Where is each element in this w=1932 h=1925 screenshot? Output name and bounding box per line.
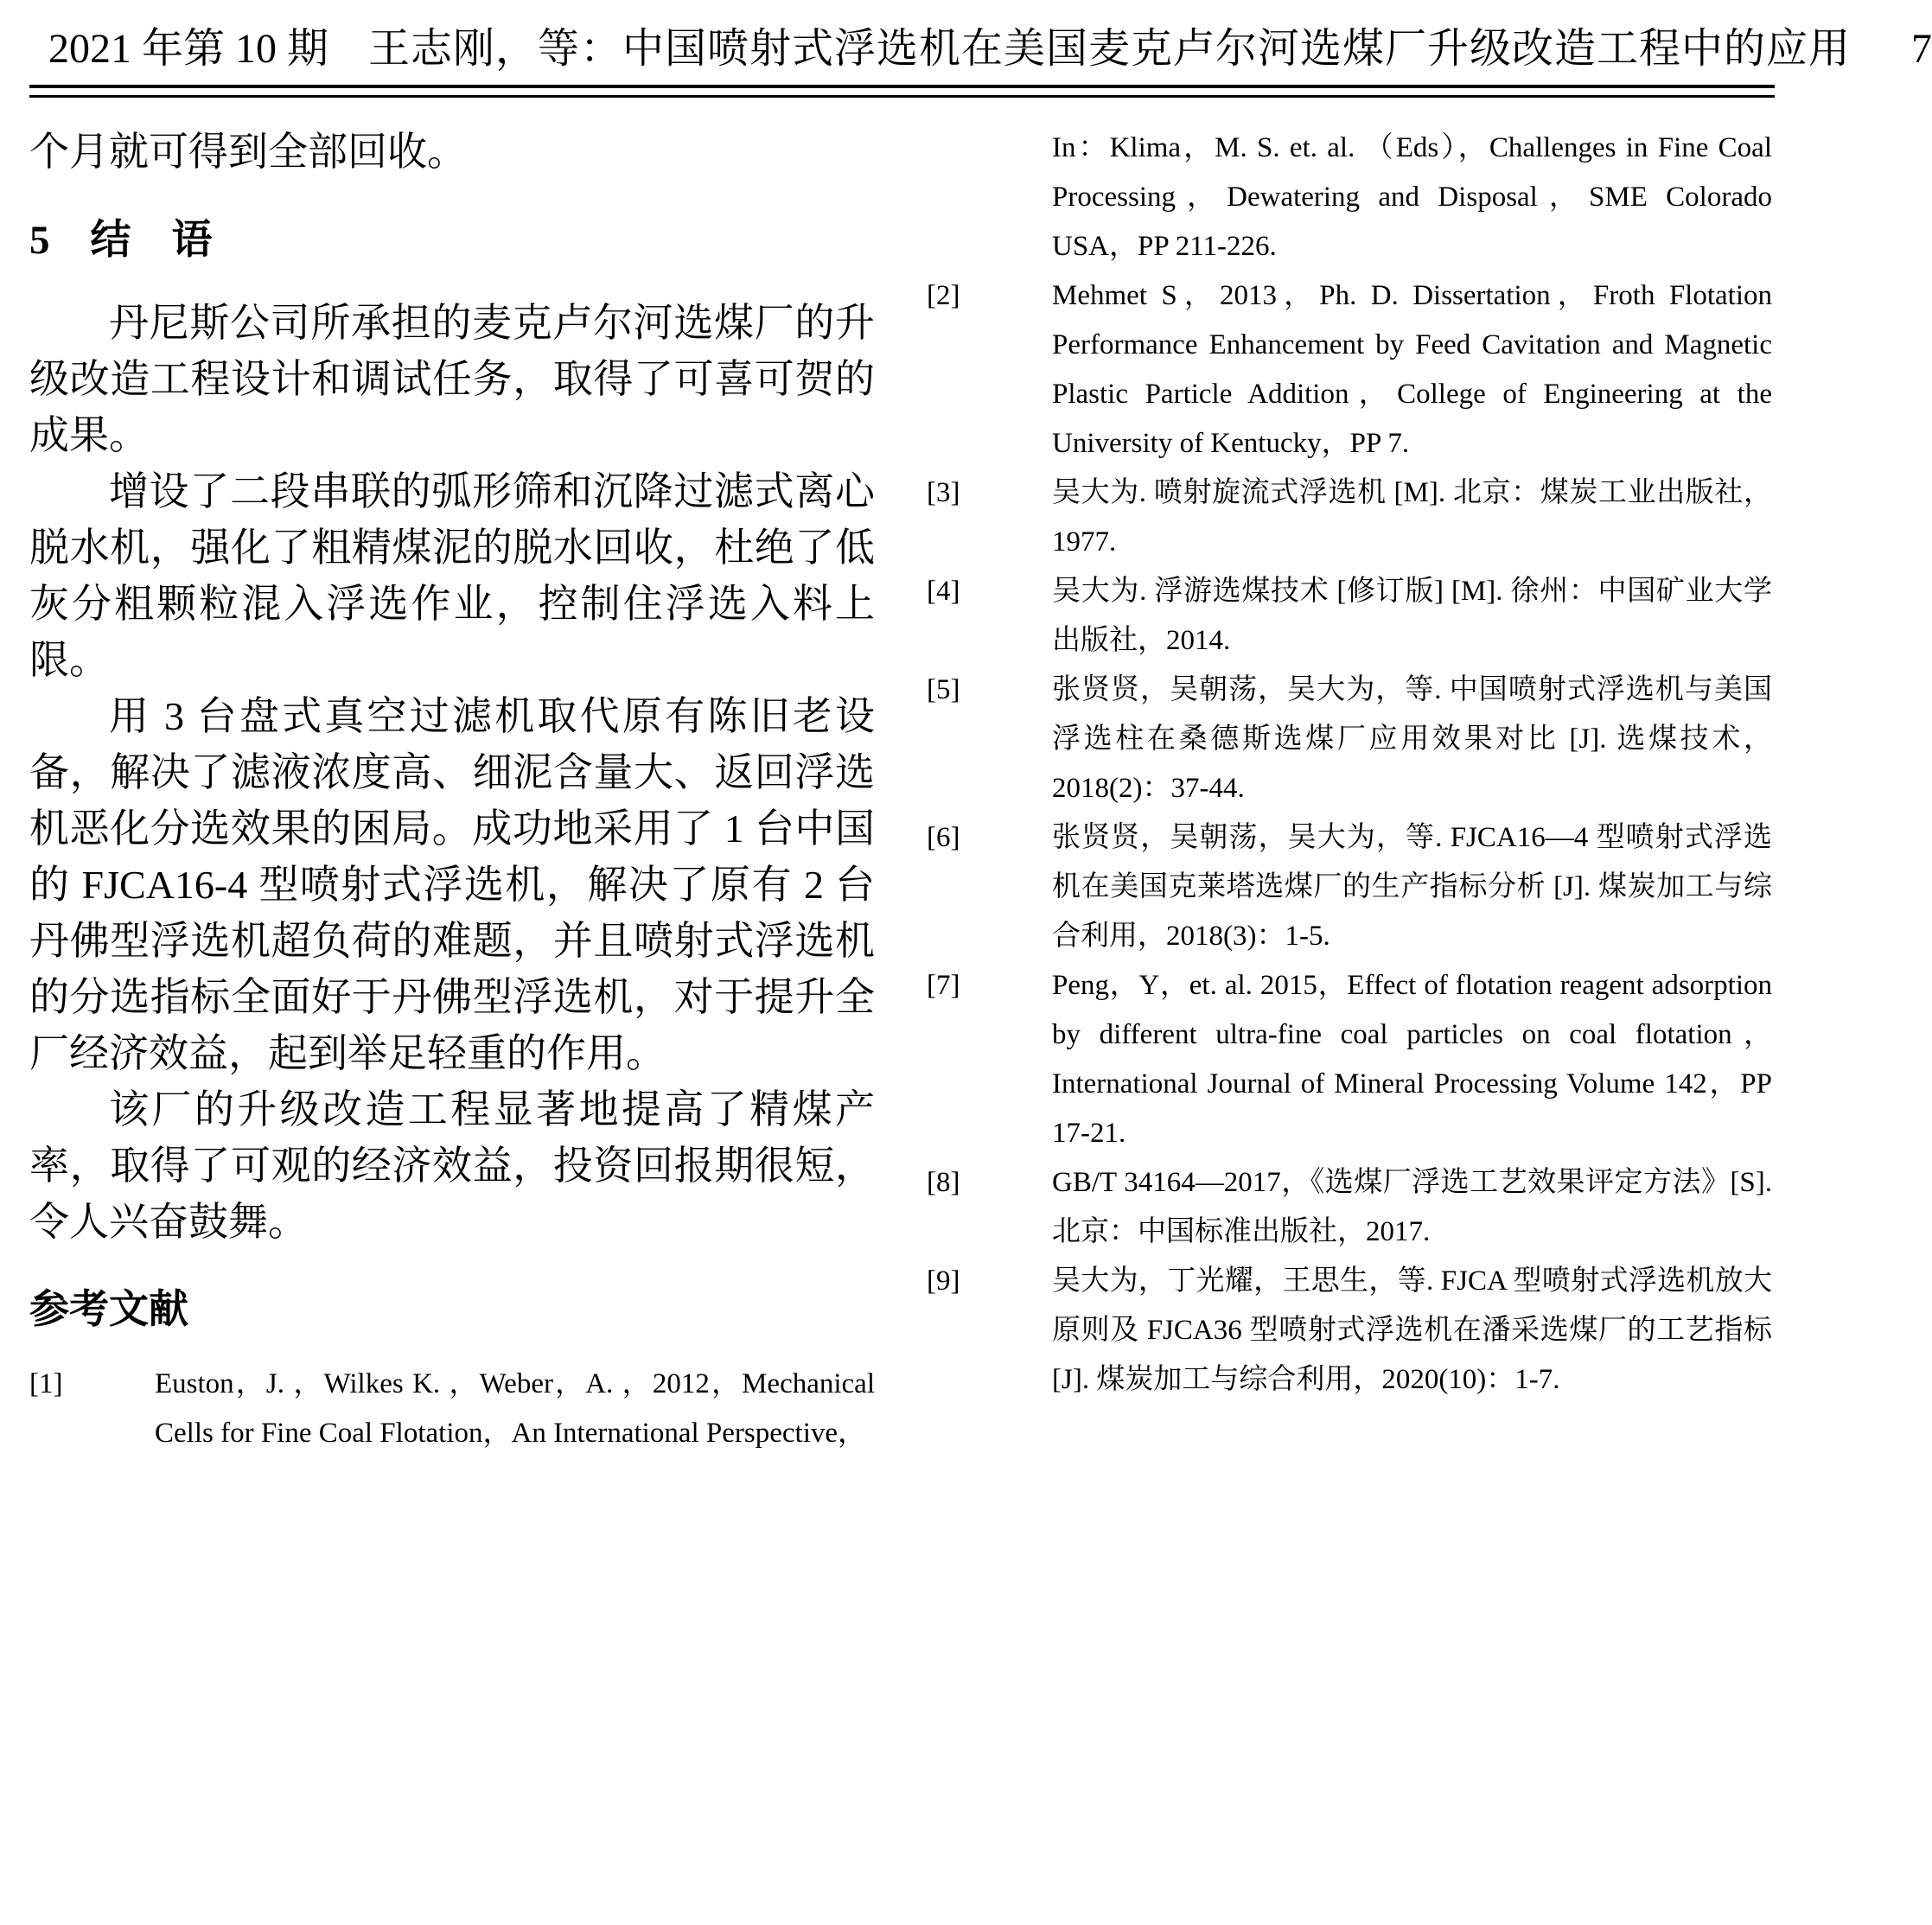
conclusion-paragraph: 该厂的升级改造工程显著地提高了精煤产率，取得了可观的经济效益，投资回报期很短，令人兴奋鼓舞。 <box>29 1087 875 1244</box>
reference-label: [4] <box>927 576 960 607</box>
reference-item <box>927 961 1772 1158</box>
reference-label: [9] <box>927 1265 960 1297</box>
reference-text: 张贤贤，吴朝荡，吴大为，等. 中国喷射式浮选机与美国浮选柱在桑德斯选煤厂应用效果对比 [J]. 选煤技术，2018(2)：37-44. <box>1052 674 1772 804</box>
page-number: 7 <box>1911 26 1932 72</box>
reference-label: [7] <box>927 970 960 1001</box>
reference-label: [2] <box>927 280 960 311</box>
reference-label: [5] <box>927 674 960 705</box>
reference-label: [8] <box>927 1167 960 1198</box>
conclusion-paragraph: 丹尼斯公司所承担的麦克卢尔河选煤厂的升级改造工程设计和调试任务，取得了可喜可贺的成果。 <box>29 301 875 457</box>
reference-text: Mehmet S，2013，Ph. D. Dissertation，Froth Flotation Performance Enhancement by Feed Cavitation and Magnetic Plastic Particle Addition，College of Engineering at the University of Kentucky，PP 7. <box>1052 280 1772 459</box>
conclusion-paragraph: 增设了二段串联的弧形筛和沉降过滤式离心脱水机，强化了粗精煤泥的脱水回收，杜绝了低灰分粗颗粒混入浮选作业，控制住浮选入料上限。 <box>29 469 875 682</box>
reference-text: 张贤贤，吴朝荡，吴大为，等. FJCA16—4 型喷射式浮选机在美国克莱塔选煤厂的生产指标分析 [J]. 煤炭加工与综合利用，2018(3)：1-5. <box>1052 822 1772 952</box>
reference-text: Peng，Y，et. al. 2015，Effect of flotation reagent adsorption by different ultra-fine coal particles on coal flotation，International Journal of Mineral Processing Volume 142，PP 17-21. <box>1052 970 1772 1149</box>
issue-info: 2021 年第 10 期 <box>48 26 329 72</box>
reference-label: [1] <box>29 1368 63 1399</box>
conclusion-paragraph: 用 3 台盘式真空过滤机取代原有陈旧老设备，解决了滤液浓度高、细泥含量大、返回浮选机恶化分选效果的困局。成功地采用了 1 台中国的 FJCA16-4 型喷射式浮选机，解决了原有 2 台丹佛型浮选机超负荷的难题，并且喷射式浮选机的分选指标全面好于丹佛型浮选机，对于提升全厂经济效益，起到举足轻重的作用。 <box>29 694 875 1075</box>
reference-text: 吴大为. 浮游选煤技术 [修订版] [M]. 徐州：中国矿业大学出版社，2014. <box>1052 576 1772 656</box>
references-heading: 参考文献 <box>29 1287 188 1331</box>
reference-label: [6] <box>927 822 960 853</box>
reference-item <box>29 1360 875 1458</box>
reference-label: [3] <box>927 477 960 508</box>
left-column <box>29 124 875 1458</box>
header-double-rule <box>29 85 1775 98</box>
running-header <box>29 22 1932 76</box>
reference-item <box>927 666 1772 813</box>
reference-item <box>927 813 1772 961</box>
reference-text: Euston，J. ，Wilkes K. ，Weber，A. ，2012，Mechanical Cells for Fine Coal Flotation，An International Perspective， <box>155 1368 875 1449</box>
reference-text: 吴大为. 喷射旋流式浮选机 [M]. 北京：煤炭工业出版社，1977. <box>1052 477 1772 558</box>
carryover-paragraph: 个月就可得到全部回收。 <box>29 130 467 174</box>
two-column-body <box>29 124 1775 1458</box>
running-title: 王志刚，等：中国喷射式浮选机在美国麦克卢尔河选煤厂升级改造工程中的应用 <box>368 26 1852 72</box>
reference-item <box>927 1257 1772 1405</box>
reference-item <box>927 469 1772 567</box>
reference-item <box>927 1158 1772 1257</box>
reference-item <box>927 567 1772 666</box>
reference-item <box>927 271 1772 469</box>
right-column <box>927 124 1772 1458</box>
reference-continuation: In：Klima，M. S. et. al. （Eds），Challenges in Fine Coal Processing，Dewatering and Disposal，SME Colorado USA，PP 211-226. <box>1052 132 1772 262</box>
reference-text: GB/T 34164—2017，《选煤厂浮选工艺效果评定方法》[S]. 北京：中国标准出版社，2017. <box>1052 1167 1772 1247</box>
reference-text: 吴大为，丁光耀，王思生，等. FJCA 型喷射式浮选机放大原则及 FJCA36 型喷射式浮选机在潘采选煤厂的工艺指标 [J]. 煤炭加工与综合利用，2020(10)：1-7. <box>1052 1265 1772 1395</box>
section-heading-conclusion: 5 结 语 <box>29 218 213 263</box>
